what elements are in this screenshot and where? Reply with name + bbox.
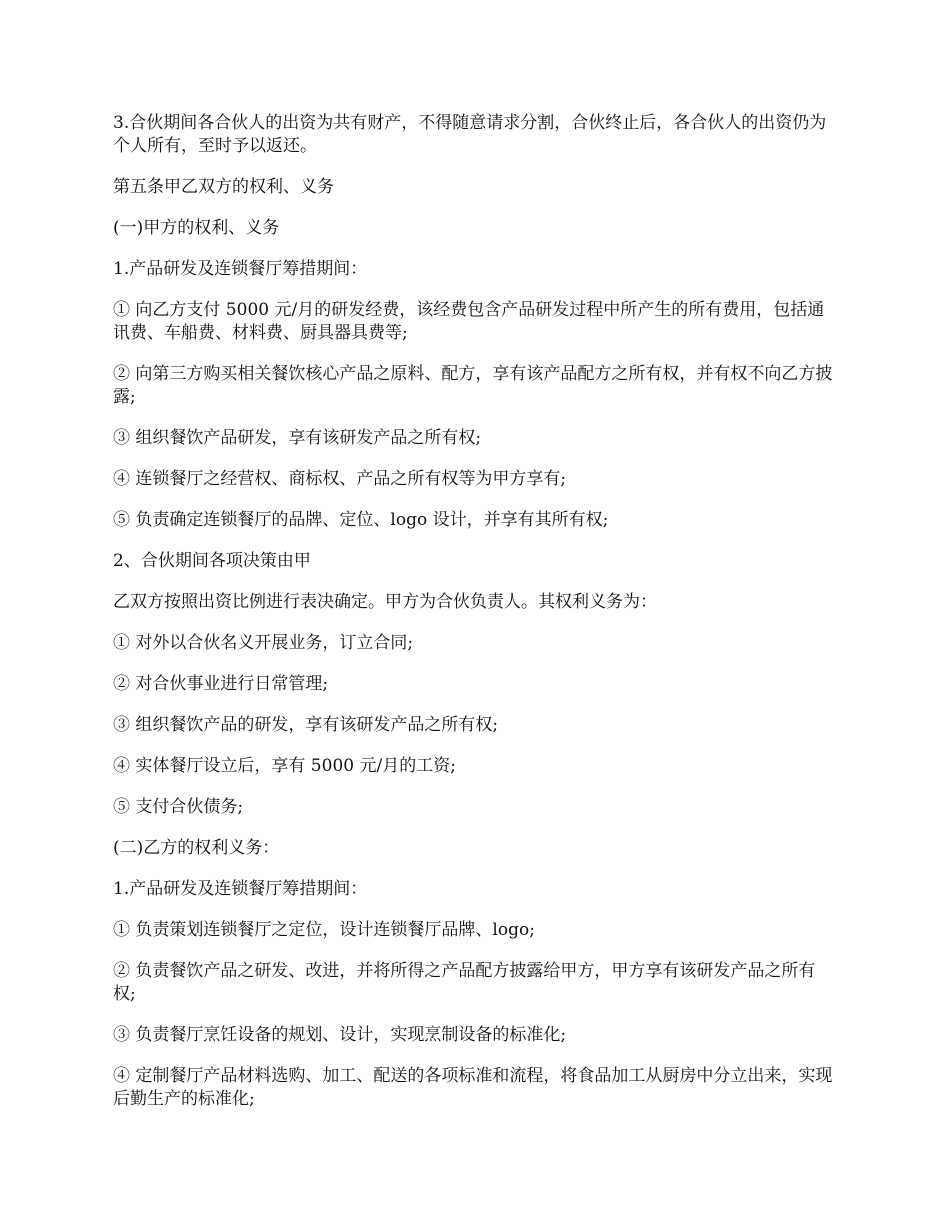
list-item: ⑤ 负责确定连锁餐厅的品牌、定位、logo 设计，并享有其所有权; xyxy=(113,510,609,530)
document-body xyxy=(113,112,838,1129)
paragraph: 1.产品研发及连锁餐厅筹措期间： xyxy=(113,879,368,899)
list-item: ③ 组织餐饮产品的研发，享有该研发产品之所有权; xyxy=(113,715,499,735)
paragraph: 2、合伙期间各项决策由甲 xyxy=(113,551,311,571)
list-item: ④ 连锁餐厅之经营权、商标权、产品之所有权等为甲方享有; xyxy=(113,469,567,489)
list-item: ② 向第三方购买相关餐饮核心产品之原料、配方，享有该产品配方之所有权，并有权不向乙方披露; xyxy=(113,364,833,407)
list-item: ① 对外以合伙名义开展业务，订立合同; xyxy=(113,633,414,653)
list-item: ② 负责餐饮产品之研发、改进，并将所得之产品配方披露给甲方，甲方享有该研发产品之所有权; xyxy=(113,961,816,1004)
section-heading: 第五条甲乙双方的权利、义务 xyxy=(113,177,334,197)
subsection-heading: (二)乙方的权利义务： xyxy=(113,838,280,858)
list-item: ③ 负责餐厅烹饪设备的规划、设计，实现烹制设备的标准化; xyxy=(113,1025,567,1045)
paragraph: 3.合伙期间各合伙人的出资为共有财产，不得随意请求分割，合伙终止后，各合伙人的出资仍为个人所有，至时予以返还。 xyxy=(113,113,827,156)
list-item: ④ 实体餐厅设立后，享有 5000 元/月的工资; xyxy=(113,756,456,776)
paragraph: 1.产品研发及连锁餐厅筹措期间： xyxy=(113,259,368,279)
list-item: ③ 组织餐饮产品研发，享有该研发产品之所有权; xyxy=(113,428,482,448)
subsection-heading: (一)甲方的权利、义务 xyxy=(113,218,280,238)
list-item: ① 负责策划连锁餐厅之定位，设计连锁餐厅品牌、logo; xyxy=(113,920,535,940)
list-item: ⑤ 支付合伙债务; xyxy=(113,797,244,817)
list-item: ④ 定制餐厅产品材料选购、加工、配送的各项标准和流程，将食品加工从厨房中分立出来，实现后勤生产的标准化; xyxy=(113,1066,833,1109)
list-item: ② 对合伙事业进行日常管理; xyxy=(113,674,329,694)
paragraph: 乙双方按照出资比例进行表决确定。甲方为合伙负责人。其权利义务为： xyxy=(113,592,657,612)
list-item: ① 向乙方支付 5000 元/月的研发经费，该经费包含产品研发过程中所产生的所有费用，包括通讯费、车船费、材料费、厨具器具费等; xyxy=(113,300,825,343)
